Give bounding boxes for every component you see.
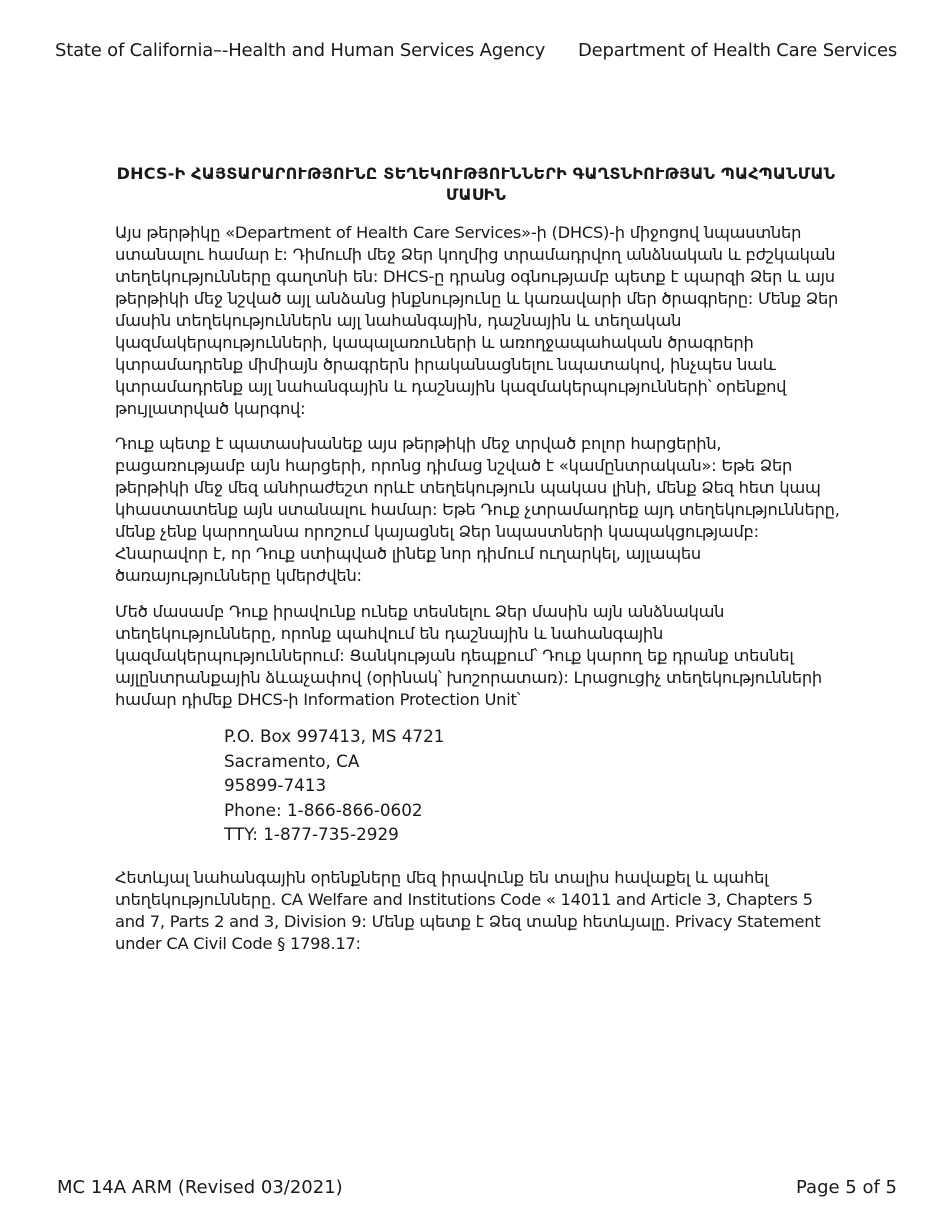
contact-address [224, 724, 444, 847]
header-department: Department of Health Care Services [577, 40, 897, 61]
paragraph-purpose: Այս թերթիկը «Department of Health Care Services»-ի (DHCS)-ի միջոցով նպաստներ ստանալու համար է: Դիմումի մեջ Ձեր կողմից տրամադրվող անձնական և բժշկական տեղեկությունները գաղտնի են: DHCS-ը դրանց օգնությամբ պետք է պարզի Ձեր և այս թերթիկի մեջ նշված այլ անձանց ինքնությունը և կառավարի մեր ծրագրերը: Մենք Ձեր մասին տեղեկություններն այլ նահանգային, դաշնային և տեղական կազմակերպությունների, կապալառուների և առողջապահական ծրագրերի կտրամադրենք միմիայն ծրագրերն իրականացնելու նպատակով, ինչպես նաև կտրամադրենք այլ նահանգային և դաշնային կազմակերպությունների՝ օրենքով թույլատրված կարգով: [115, 223, 839, 418]
address-tty: TTY: 1-877-735-2929 [224, 824, 399, 844]
footer-form-id: MC 14A ARM (Revised 03/2021) [57, 1177, 343, 1198]
header-agency: State of California–-Health and Human Services Agency [55, 40, 546, 61]
paragraph-access-rights: Մեծ մասամբ Դուք իրավունք ունեք տեսնելու Ձեր մասին այն անձնական տեղեկությունները, որոնք պահվում են դաշնային և նահանգային կազմակերպություններում: Ցանկության դեպքում՝ Դուք կարող եք դրանք տեսնել այլընտրանքային ձևաչափով (օրինակ՝ խոշորատառ): Լրացուցիչ տեղեկությունների համար դիմեք DHCS-ի Information Protection Unit՝ [115, 602, 823, 709]
paragraph-legal-authority: Հետևյալ նահանգային օրենքները մեզ իրավունք են տալիս հավաքել և պահել տեղեկությունները. CA Welfare and Institutions Code « 14011 and Article 3, Chapters 5 and 7, Parts 2 and 3, Division 9: Մենք պետք է Ձեզ տանք հետևյալը. Privacy Statement under CA Civil Code § 1798.17: [115, 868, 821, 953]
address-po-box: P.O. Box 997413, MS 4721 [224, 726, 445, 746]
footer-page-number: Page 5 of 5 [796, 1177, 897, 1198]
address-city: Sacramento, CA [224, 750, 360, 771]
paragraph-required-answers: Դուք պետք է պատասխանեք այս թերթիկի մեջ տրված բոլոր հարցերին, բացառությամբ այն հարցերի, որոնց դիմաց նշված է «կամընտրական»: Եթե Ձեր թերթիկի մեջ մեզ անհրաժեշտ որևէ տեղեկություն պակաս լինի, մենք Ձեզ հետ կապ կհաստատենք այն ստանալու համար: Եթե Դուք չտրամադրեք այդ տեղեկությունները, մենք չենք կարողանա որոշում կայացնել Ձեր նպաստների կապակցությամբ: Հնարավոր է, որ Դուք ստիպված լինեք նոր դիմում ուղարկել, այլապես ծառայությունները կմերժվեն: [115, 434, 840, 585]
address-zip: 95899-7413 [224, 775, 327, 795]
address-phone: Phone: 1-866-866-0602 [224, 799, 423, 820]
document-title: DHCS-Ի ՀԱՅՏԱՐԱՐՈՒԹՅՈՒՆԸ ՏԵՂԵԿՈՒԹՅՈՒՆՆԵՐԻ ԳԱՂՏՆԻՈՒԹՅԱՆ ՊԱՀՊԱՆՄԱՆ ՄԱՍԻՆ [116, 164, 836, 204]
